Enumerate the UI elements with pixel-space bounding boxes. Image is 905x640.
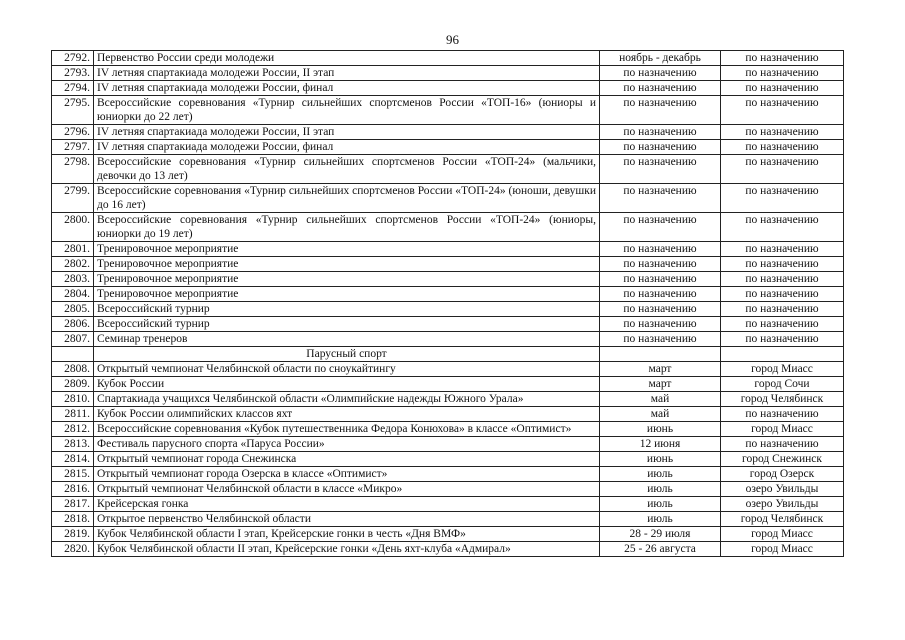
event-date: июнь: [600, 422, 721, 437]
event-name: Всероссийские соревнования «Турнир сильнейших спортсменов России «ТОП-24» (мальчики, девочки до 13 лет): [94, 155, 600, 184]
row-number: 2792.: [52, 51, 94, 66]
table-row: [52, 184, 844, 213]
table-row: [52, 527, 844, 542]
table-row: [52, 66, 844, 81]
event-place: по назначению: [721, 213, 844, 242]
event-date: по назначению: [600, 332, 721, 347]
table-row: [52, 452, 844, 467]
schedule-table: [51, 50, 844, 557]
event-place: по назначению: [721, 407, 844, 422]
event-place: город Миасс: [721, 422, 844, 437]
event-name: Кубок Челябинской области II этап, Крейсерские гонки «День яхт-клуба «Адмирал»: [94, 542, 600, 557]
table-row: [52, 482, 844, 497]
event-place: по назначению: [721, 66, 844, 81]
event-name: Кубок России олимпийских классов яхт: [94, 407, 600, 422]
row-number: 2819.: [52, 527, 94, 542]
event-name: IV летняя спартакиада молодежи России, II этап: [94, 125, 600, 140]
event-date: по назначению: [600, 213, 721, 242]
event-name: Тренировочное мероприятие: [94, 242, 600, 257]
row-number: 2815.: [52, 467, 94, 482]
section-row: [52, 347, 844, 362]
event-place: город Снежинск: [721, 452, 844, 467]
row-number: 2802.: [52, 257, 94, 272]
row-number: 2801.: [52, 242, 94, 257]
row-number: 2813.: [52, 437, 94, 452]
event-date: по назначению: [600, 155, 721, 184]
row-number: 2809.: [52, 377, 94, 392]
event-date: июль: [600, 512, 721, 527]
row-number: 2804.: [52, 287, 94, 302]
event-date: по назначению: [600, 257, 721, 272]
event-date: по назначению: [600, 66, 721, 81]
row-number: 2820.: [52, 542, 94, 557]
event-name: Всероссийский турнир: [94, 317, 600, 332]
table-row: [52, 422, 844, 437]
row-number: 2797.: [52, 140, 94, 155]
table-row: [52, 272, 844, 287]
event-place: город Миасс: [721, 362, 844, 377]
event-name: Семинар тренеров: [94, 332, 600, 347]
event-name: Открытый чемпионат Челябинской области по сноукайтингу: [94, 362, 600, 377]
schedule-table-body: [52, 51, 844, 557]
event-date: май: [600, 392, 721, 407]
event-date: по назначению: [600, 317, 721, 332]
table-row: [52, 512, 844, 527]
event-date: ноябрь - декабрь: [600, 51, 721, 66]
table-row: [52, 437, 844, 452]
event-date: по назначению: [600, 287, 721, 302]
event-name: Спартакиада учащихся Челябинской области «Олимпийские надежды Южного Урала»: [94, 392, 600, 407]
event-name: Всероссийские соревнования «Турнир сильнейших спортсменов России «ТОП-16» (юниоры и юниорки до 22 лет): [94, 96, 600, 125]
event-place: город Миасс: [721, 542, 844, 557]
event-name: Открытый чемпионат Челябинской области в классе «Микро»: [94, 482, 600, 497]
table-row: [52, 51, 844, 66]
event-name: IV летняя спартакиада молодежи России, II этап: [94, 66, 600, 81]
event-date: июль: [600, 497, 721, 512]
row-number: 2803.: [52, 272, 94, 287]
table-row: [52, 213, 844, 242]
table-row: [52, 140, 844, 155]
row-number: 2795.: [52, 96, 94, 125]
event-place: город Миасс: [721, 527, 844, 542]
row-number: 2818.: [52, 512, 94, 527]
event-date: июль: [600, 482, 721, 497]
event-name: Всероссийские соревнования «Турнир сильнейших спортсменов России «ТОП-24» (юноши, девушки до 16 лет): [94, 184, 600, 213]
event-name: Кубок России: [94, 377, 600, 392]
event-place: город Озерск: [721, 467, 844, 482]
event-name: Открытое первенство Челябинской области: [94, 512, 600, 527]
event-date: март: [600, 377, 721, 392]
row-number: 2796.: [52, 125, 94, 140]
table-row: [52, 257, 844, 272]
event-place: по назначению: [721, 140, 844, 155]
event-place: по назначению: [721, 184, 844, 213]
event-place: по назначению: [721, 155, 844, 184]
event-name: IV летняя спартакиада молодежи России, финал: [94, 140, 600, 155]
event-place: по назначению: [721, 96, 844, 125]
row-number: 2798.: [52, 155, 94, 184]
event-name: Тренировочное мероприятие: [94, 257, 600, 272]
section-title: Парусный спорт: [94, 347, 600, 362]
row-number: 2806.: [52, 317, 94, 332]
table-row: [52, 81, 844, 96]
event-date: май: [600, 407, 721, 422]
table-row: [52, 542, 844, 557]
event-name: Всероссийский турнир: [94, 302, 600, 317]
event-place: озеро Увильды: [721, 482, 844, 497]
row-number: 2811.: [52, 407, 94, 422]
table-row: [52, 497, 844, 512]
empty-cell: [52, 347, 94, 362]
table-row: [52, 96, 844, 125]
event-place: по назначению: [721, 302, 844, 317]
table-row: [52, 287, 844, 302]
event-name: Фестиваль парусного спорта «Паруса России»: [94, 437, 600, 452]
table-row: [52, 242, 844, 257]
event-name: Первенство России среди молодежи: [94, 51, 600, 66]
row-number: 2799.: [52, 184, 94, 213]
row-number: 2800.: [52, 213, 94, 242]
row-number: 2805.: [52, 302, 94, 317]
page-number: 96: [446, 32, 459, 47]
table-row: [52, 467, 844, 482]
event-name: Тренировочное мероприятие: [94, 272, 600, 287]
event-place: по назначению: [721, 242, 844, 257]
event-place: город Челябинск: [721, 392, 844, 407]
event-place: по назначению: [721, 51, 844, 66]
row-number: 2808.: [52, 362, 94, 377]
event-date: март: [600, 362, 721, 377]
event-date: 12 июня: [600, 437, 721, 452]
event-date: 28 - 29 июля: [600, 527, 721, 542]
event-date: по назначению: [600, 184, 721, 213]
table-row: [52, 302, 844, 317]
table-row: [52, 407, 844, 422]
event-name: Кубок Челябинской области I этап, Крейсерские гонки в честь «Дня ВМФ»: [94, 527, 600, 542]
event-date: по назначению: [600, 125, 721, 140]
event-place: озеро Увильды: [721, 497, 844, 512]
event-name: Тренировочное мероприятие: [94, 287, 600, 302]
event-place: по назначению: [721, 125, 844, 140]
event-name: Открытый чемпионат города Озерска в классе «Оптимист»: [94, 467, 600, 482]
row-number: 2817.: [52, 497, 94, 512]
row-number: 2814.: [52, 452, 94, 467]
event-name: Крейсерская гонка: [94, 497, 600, 512]
empty-cell: [600, 347, 721, 362]
event-place: по назначению: [721, 317, 844, 332]
empty-cell: [721, 347, 844, 362]
event-place: по назначению: [721, 81, 844, 96]
row-number: 2810.: [52, 392, 94, 407]
table-row: [52, 362, 844, 377]
event-date: по назначению: [600, 140, 721, 155]
row-number: 2812.: [52, 422, 94, 437]
table-row: [52, 317, 844, 332]
event-place: по назначению: [721, 332, 844, 347]
event-place: по назначению: [721, 437, 844, 452]
event-date: 25 - 26 августа: [600, 542, 721, 557]
event-place: по назначению: [721, 287, 844, 302]
row-number: 2793.: [52, 66, 94, 81]
event-name: Всероссийские соревнования «Турнир сильнейших спортсменов России «ТОП-24» (юниоры, юниорки до 19 лет): [94, 213, 600, 242]
event-date: июнь: [600, 452, 721, 467]
event-date: по назначению: [600, 242, 721, 257]
event-date: по назначению: [600, 302, 721, 317]
event-name: Всероссийские соревнования «Кубок путешественника Федора Конюхова» в классе «Оптимист»: [94, 422, 600, 437]
event-name: Открытый чемпионат города Снежинска: [94, 452, 600, 467]
row-number: 2807.: [52, 332, 94, 347]
event-date: по назначению: [600, 81, 721, 96]
table-row: [52, 392, 844, 407]
event-name: IV летняя спартакиада молодежи России, финал: [94, 81, 600, 96]
row-number: 2794.: [52, 81, 94, 96]
table-row: [52, 332, 844, 347]
event-place: по назначению: [721, 272, 844, 287]
event-place: по назначению: [721, 257, 844, 272]
table-row: [52, 155, 844, 184]
row-number: 2816.: [52, 482, 94, 497]
event-date: по назначению: [600, 272, 721, 287]
event-date: по назначению: [600, 96, 721, 125]
event-date: июль: [600, 467, 721, 482]
event-place: город Челябинск: [721, 512, 844, 527]
table-row: [52, 377, 844, 392]
table-row: [52, 125, 844, 140]
event-place: город Сочи: [721, 377, 844, 392]
